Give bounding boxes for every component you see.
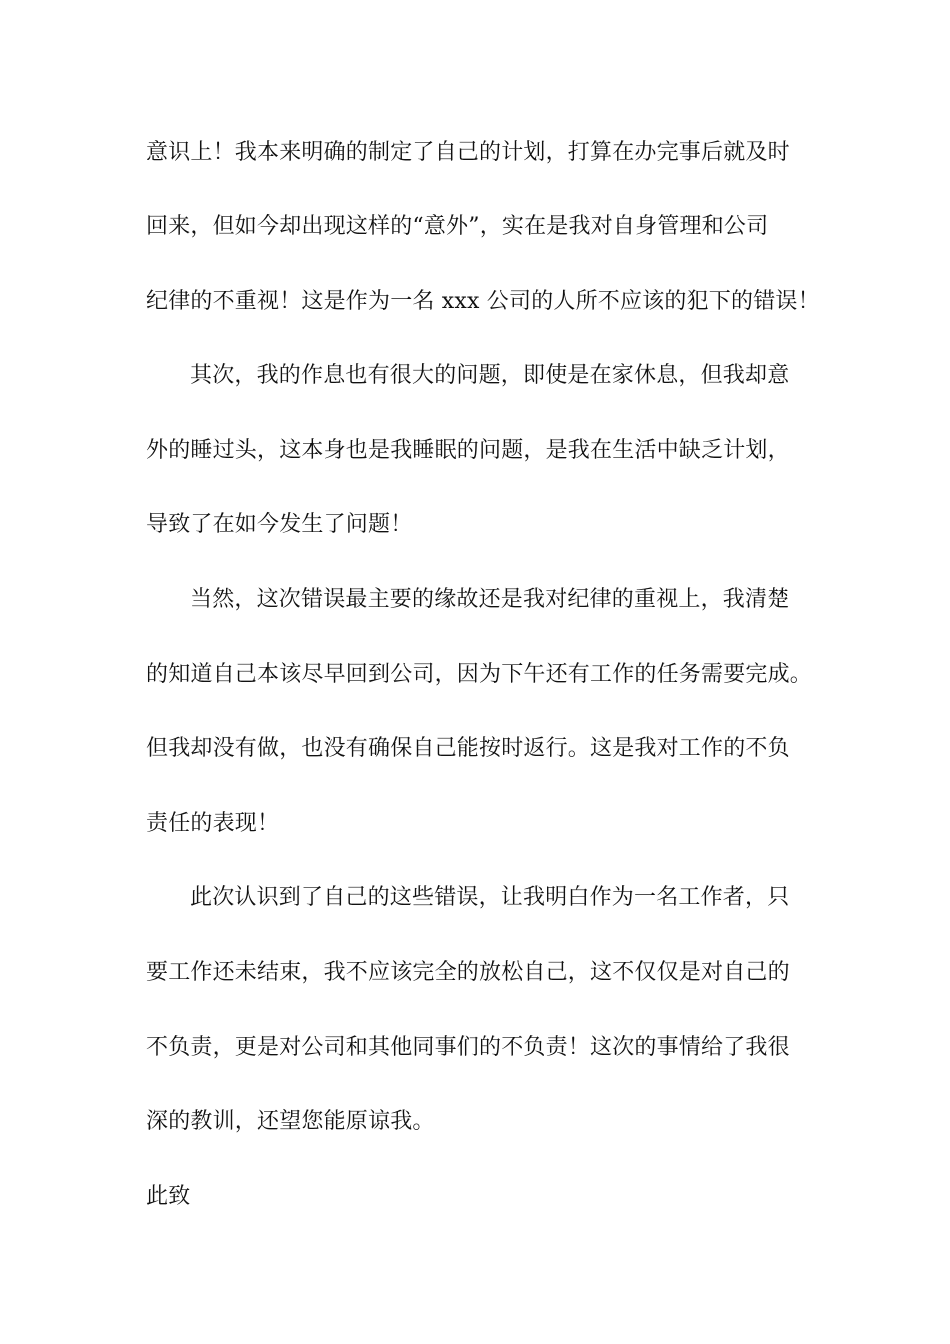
- text-line-13: 不负责，更是对公司和其他同事们的不负责！这次的事情给了我很: [146, 1035, 790, 1060]
- text-line-1: 意识上！我本来明确的制定了自己的计划，打算在办完事后就及时: [146, 140, 790, 165]
- text-line-10: 责任的表现！: [146, 811, 280, 836]
- paragraph-start-line: 此次认识到了自己的这些错误，让我明白作为一名工作者，只: [190, 885, 790, 910]
- text-line-9: 但我却没有做，也没有确保自己能按时返行。这是我对工作的不负: [146, 736, 790, 761]
- closing-salutation: 此致: [146, 1184, 191, 1209]
- text-line-3: 纪律的不重视！这是作为一名 xxx 公司的人所不应该的犯下的错误！: [146, 289, 820, 314]
- text-line-2: 回来，但如今却出现这样的“意外”，实在是我对自身管理和公司: [146, 214, 769, 239]
- text-line-8: 的知道自己本该尽早回到公司，因为下午还有工作的任务需要完成。: [146, 662, 813, 687]
- text-line-14: 深的教训，还望您能原谅我。: [146, 1109, 435, 1134]
- text-line-5: 外的睡过头，这本身也是我睡眠的问题，是我在生活中缺乏计划，: [146, 438, 790, 463]
- text-line-12: 要工作还未结束，我不应该完全的放松自己，这不仅仅是对自己的: [146, 960, 790, 985]
- paragraph-start-line: 当然，这次错误最主要的缘故还是我对纪律的重视上，我清楚: [190, 587, 790, 612]
- text-line-6: 导致了在如今发生了问题！: [146, 512, 413, 537]
- paragraph-start-line: 其次，我的作息也有很大的问题，即使是在家休息，但我却意: [190, 363, 790, 388]
